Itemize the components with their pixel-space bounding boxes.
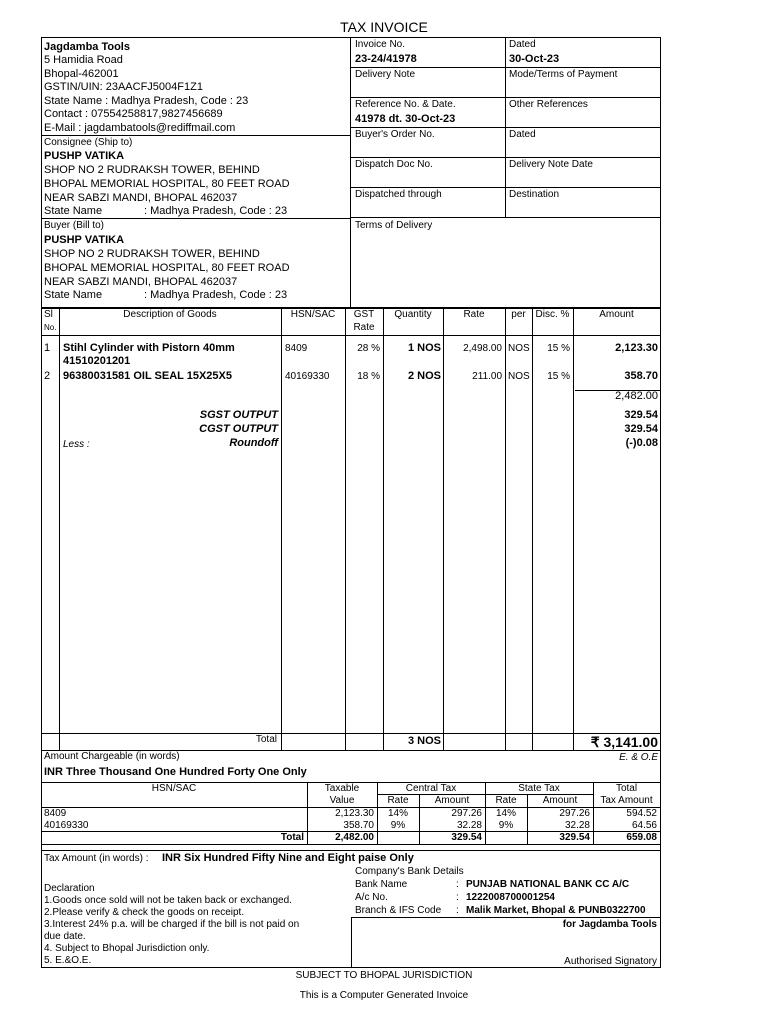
tax-words-label: Tax Amount (in words) :: [44, 853, 149, 864]
cgst-label: CGST OUTPUT: [199, 423, 278, 435]
tax-row-c-amount: 32.28: [456, 820, 482, 831]
roundoff-label: Roundoff: [229, 437, 278, 449]
order-dated-label: Dated: [509, 129, 536, 140]
total-label: Total: [255, 734, 277, 745]
item-qty: 1 NOS: [407, 342, 441, 354]
computer-generated-note: This is a Computer Generated Invoice: [299, 990, 469, 1001]
consignee-name: PUSHP VATIKA: [44, 150, 125, 162]
terms-of-delivery-label: Terms of Delivery: [355, 220, 433, 231]
tax-col-taxable: Taxable: [324, 783, 360, 794]
tax-row-s-rate: 14%: [495, 808, 516, 819]
tax-row-s-amount: 32.28: [564, 820, 590, 831]
seller-contact: Contact : 07554258817,9827456689: [44, 108, 223, 120]
declaration-line: due date.: [44, 931, 86, 942]
col-hsn: HSN/SAC: [290, 309, 336, 320]
col-sl: Sl: [44, 309, 53, 320]
item-amount: 2,123.30: [615, 342, 658, 354]
tax-row-taxable: 358.70: [343, 820, 374, 831]
buyer-label: Buyer (Bill to): [44, 220, 105, 231]
tax-col-s-amount: Amount: [542, 795, 578, 806]
reference-value: 41978 dt. 30-Oct-23: [355, 113, 456, 125]
branch-sep: :: [456, 905, 459, 916]
buyer-state-label: State Name: [44, 289, 103, 301]
buyers-order-label: Buyer's Order No.: [355, 129, 435, 140]
seller-address-2: Bhopal-462001: [44, 68, 119, 80]
grand-total: ₹ 3,141.00: [590, 734, 658, 750]
tax-col-central: Central Tax: [405, 783, 457, 794]
seller-state: State Name : Madhya Pradesh, Code : 23: [44, 95, 249, 107]
bank-name-label: Bank Name: [355, 879, 408, 890]
invoice-date: 30-Oct-23: [509, 53, 560, 65]
consignee-label: Consignee (Ship to): [44, 137, 133, 148]
destination-label: Destination: [509, 189, 560, 200]
tax-row-total: 594.52: [626, 808, 657, 819]
for-company: for Jagdamba Tools: [562, 919, 657, 930]
tax-total-s-amount: 329.54: [559, 832, 590, 843]
item-sl: 2: [44, 370, 51, 382]
amount-in-words: INR Three Thousand One Hundred Forty One Only: [44, 766, 307, 778]
tax-col-hsn: HSN/SAC: [151, 783, 197, 794]
roundoff-amount: (-)0.08: [625, 437, 658, 449]
tax-row-total: 64.56: [631, 820, 657, 831]
tax-row-c-rate: 14%: [387, 808, 408, 819]
cgst-amount: 329.54: [624, 423, 658, 435]
sgst-amount: 329.54: [624, 409, 658, 421]
buyer-line-1: SHOP NO 2 RUDRAKSH TOWER, BEHIND: [44, 248, 260, 260]
col-description: Description of Goods: [123, 309, 217, 320]
invoice-no: 23-24/41978: [355, 53, 417, 65]
item-description: Stihl Cylinder with Pistorn 40mm: [63, 342, 235, 354]
item-hsn: 8409: [285, 343, 308, 354]
col-quantity: Quantity: [394, 309, 432, 320]
branch-label: Branch & IFS Code: [355, 905, 442, 916]
account-number: 1222008700001254: [466, 892, 555, 903]
dated-label: Dated: [509, 39, 536, 50]
buyer-name: PUSHP VATIKA: [44, 234, 125, 246]
tax-row-s-rate: 9%: [498, 820, 514, 831]
item-description: 96380031581 OIL SEAL 15X25X5: [63, 370, 232, 382]
seller-name: Jagdamba Tools: [44, 41, 130, 53]
tax-col-state: State Tax: [518, 783, 560, 794]
col-disc: Disc. %: [535, 309, 570, 320]
tax-col-c-rate: Rate: [387, 795, 409, 806]
consignee-line-3: NEAR SABZI MANDI, BHOPAL 462037: [44, 192, 238, 204]
item-rate: 211.00: [472, 371, 502, 382]
declaration-line: 1.Goods once sold will not be taken back or exchanged.: [44, 895, 292, 906]
tax-row-c-amount: 297.26: [451, 808, 482, 819]
bank-name-sep: :: [456, 879, 459, 890]
tax-in-words: INR Six Hundred Fifty Nine and Eight paise Only: [162, 852, 414, 864]
item-gst: 18 %: [357, 371, 380, 382]
invoice-title: TAX INVOICE: [340, 19, 428, 35]
consignee-line-1: SHOP NO 2 RUDRAKSH TOWER, BEHIND: [44, 164, 260, 176]
tax-row-hsn: 40169330: [44, 820, 89, 831]
branch-ifsc: Malik Market, Bhopal & PUNB0322700: [466, 905, 646, 916]
account-sep: :: [456, 892, 459, 903]
item-rate: 2,498.00: [463, 343, 502, 354]
tax-row-s-amount: 297.26: [559, 808, 590, 819]
item-gst: 28 %: [357, 343, 380, 354]
bank-heading: Company's Bank Details: [355, 866, 464, 877]
buyer-line-2: BHOPAL MEMORIAL HOSPITAL, 80 FEET ROAD: [44, 262, 290, 274]
item-sl: 1: [44, 342, 51, 354]
sgst-label: SGST OUTPUT: [199, 409, 278, 421]
declaration-line: 5. E.&O.E.: [44, 955, 92, 966]
consignee-state-label: State Name: [44, 205, 103, 217]
seller-gstin: GSTIN/UIN: 23AACFJ5004F1Z1: [44, 81, 203, 93]
seller-address-1: 5 Hamidia Road: [44, 54, 123, 66]
consignee-state-value: : Madhya Pradesh, Code : 23: [144, 205, 288, 217]
tax-row-c-rate: 9%: [390, 820, 406, 831]
item-hsn: 40169330: [285, 371, 330, 382]
item-per: NOS: [508, 371, 530, 382]
eoe-note: E. & O.E: [619, 752, 658, 763]
authorised-signatory: Authorised Signatory: [564, 956, 657, 967]
item-qty: 2 NOS: [407, 370, 441, 382]
delivery-note-date-label: Delivery Note Date: [509, 159, 593, 170]
dispatch-doc-label: Dispatch Doc No.: [355, 159, 433, 170]
delivery-note-label: Delivery Note: [355, 69, 416, 80]
bank-name: PUNJAB NATIONAL BANK CC A/C: [466, 879, 630, 890]
tax-col-s-rate: Rate: [495, 795, 517, 806]
subtotal: 2,482.00: [615, 390, 658, 402]
consignee-line-2: BHOPAL MEMORIAL HOSPITAL, 80 FEET ROAD: [44, 178, 290, 190]
declaration-line: 2.Please verify & check the goods on receipt.: [44, 907, 245, 918]
total-quantity: 3 NOS: [407, 735, 441, 747]
account-label: A/c No.: [355, 892, 388, 903]
tax-row-hsn: 8409: [44, 808, 67, 819]
dispatched-through-label: Dispatched through: [355, 189, 442, 200]
other-references-label: Other References: [509, 99, 588, 110]
item-disc: 15 %: [547, 371, 570, 382]
tax-total-taxable: 2,482.00: [335, 832, 374, 843]
buyer-line-3: NEAR SABZI MANDI, BHOPAL 462037: [44, 276, 238, 288]
col-amount: Amount: [599, 309, 634, 320]
declaration-line: 4. Subject to Bhopal Jurisdiction only.: [44, 943, 210, 954]
item-amount: 358.70: [624, 370, 658, 382]
jurisdiction-footer: SUBJECT TO BHOPAL JURISDICTION: [295, 970, 473, 981]
declaration-line: 3.Interest 24% p.a. will be charged if the bill is not paid on: [44, 919, 300, 930]
tax-total-label: Total: [280, 832, 304, 843]
invoice-no-label: Invoice No.: [355, 39, 406, 50]
amount-words-label: Amount Chargeable (in words): [44, 751, 180, 762]
tax-col-value: Value: [329, 795, 355, 806]
col-per: per: [511, 309, 526, 320]
tax-col-total: Total: [615, 783, 638, 794]
col-no: No.: [44, 323, 57, 332]
reference-label: Reference No. & Date.: [355, 99, 456, 110]
item-description-2: 41510201201: [63, 355, 131, 367]
tax-col-tax-amount: Tax Amount: [600, 795, 653, 806]
seller-email: E-Mail : jagdambatools@rediffmail.com: [44, 122, 236, 134]
item-per: NOS: [508, 343, 530, 354]
mode-terms-label: Mode/Terms of Payment: [509, 69, 618, 80]
tax-total-amount: 659.08: [626, 832, 657, 843]
tax-col-c-amount: Amount: [434, 795, 470, 806]
col-gst: GST: [353, 309, 375, 320]
tax-row-taxable: 2,123.30: [335, 808, 374, 819]
less-label: Less :: [63, 439, 90, 450]
col-gst-rate: Rate: [353, 322, 375, 333]
declaration-label: Declaration: [44, 883, 95, 894]
col-rate: Rate: [463, 309, 485, 320]
tax-total-c-amount: 329.54: [451, 832, 482, 843]
item-disc: 15 %: [547, 343, 570, 354]
buyer-state-value: : Madhya Pradesh, Code : 23: [144, 289, 288, 301]
